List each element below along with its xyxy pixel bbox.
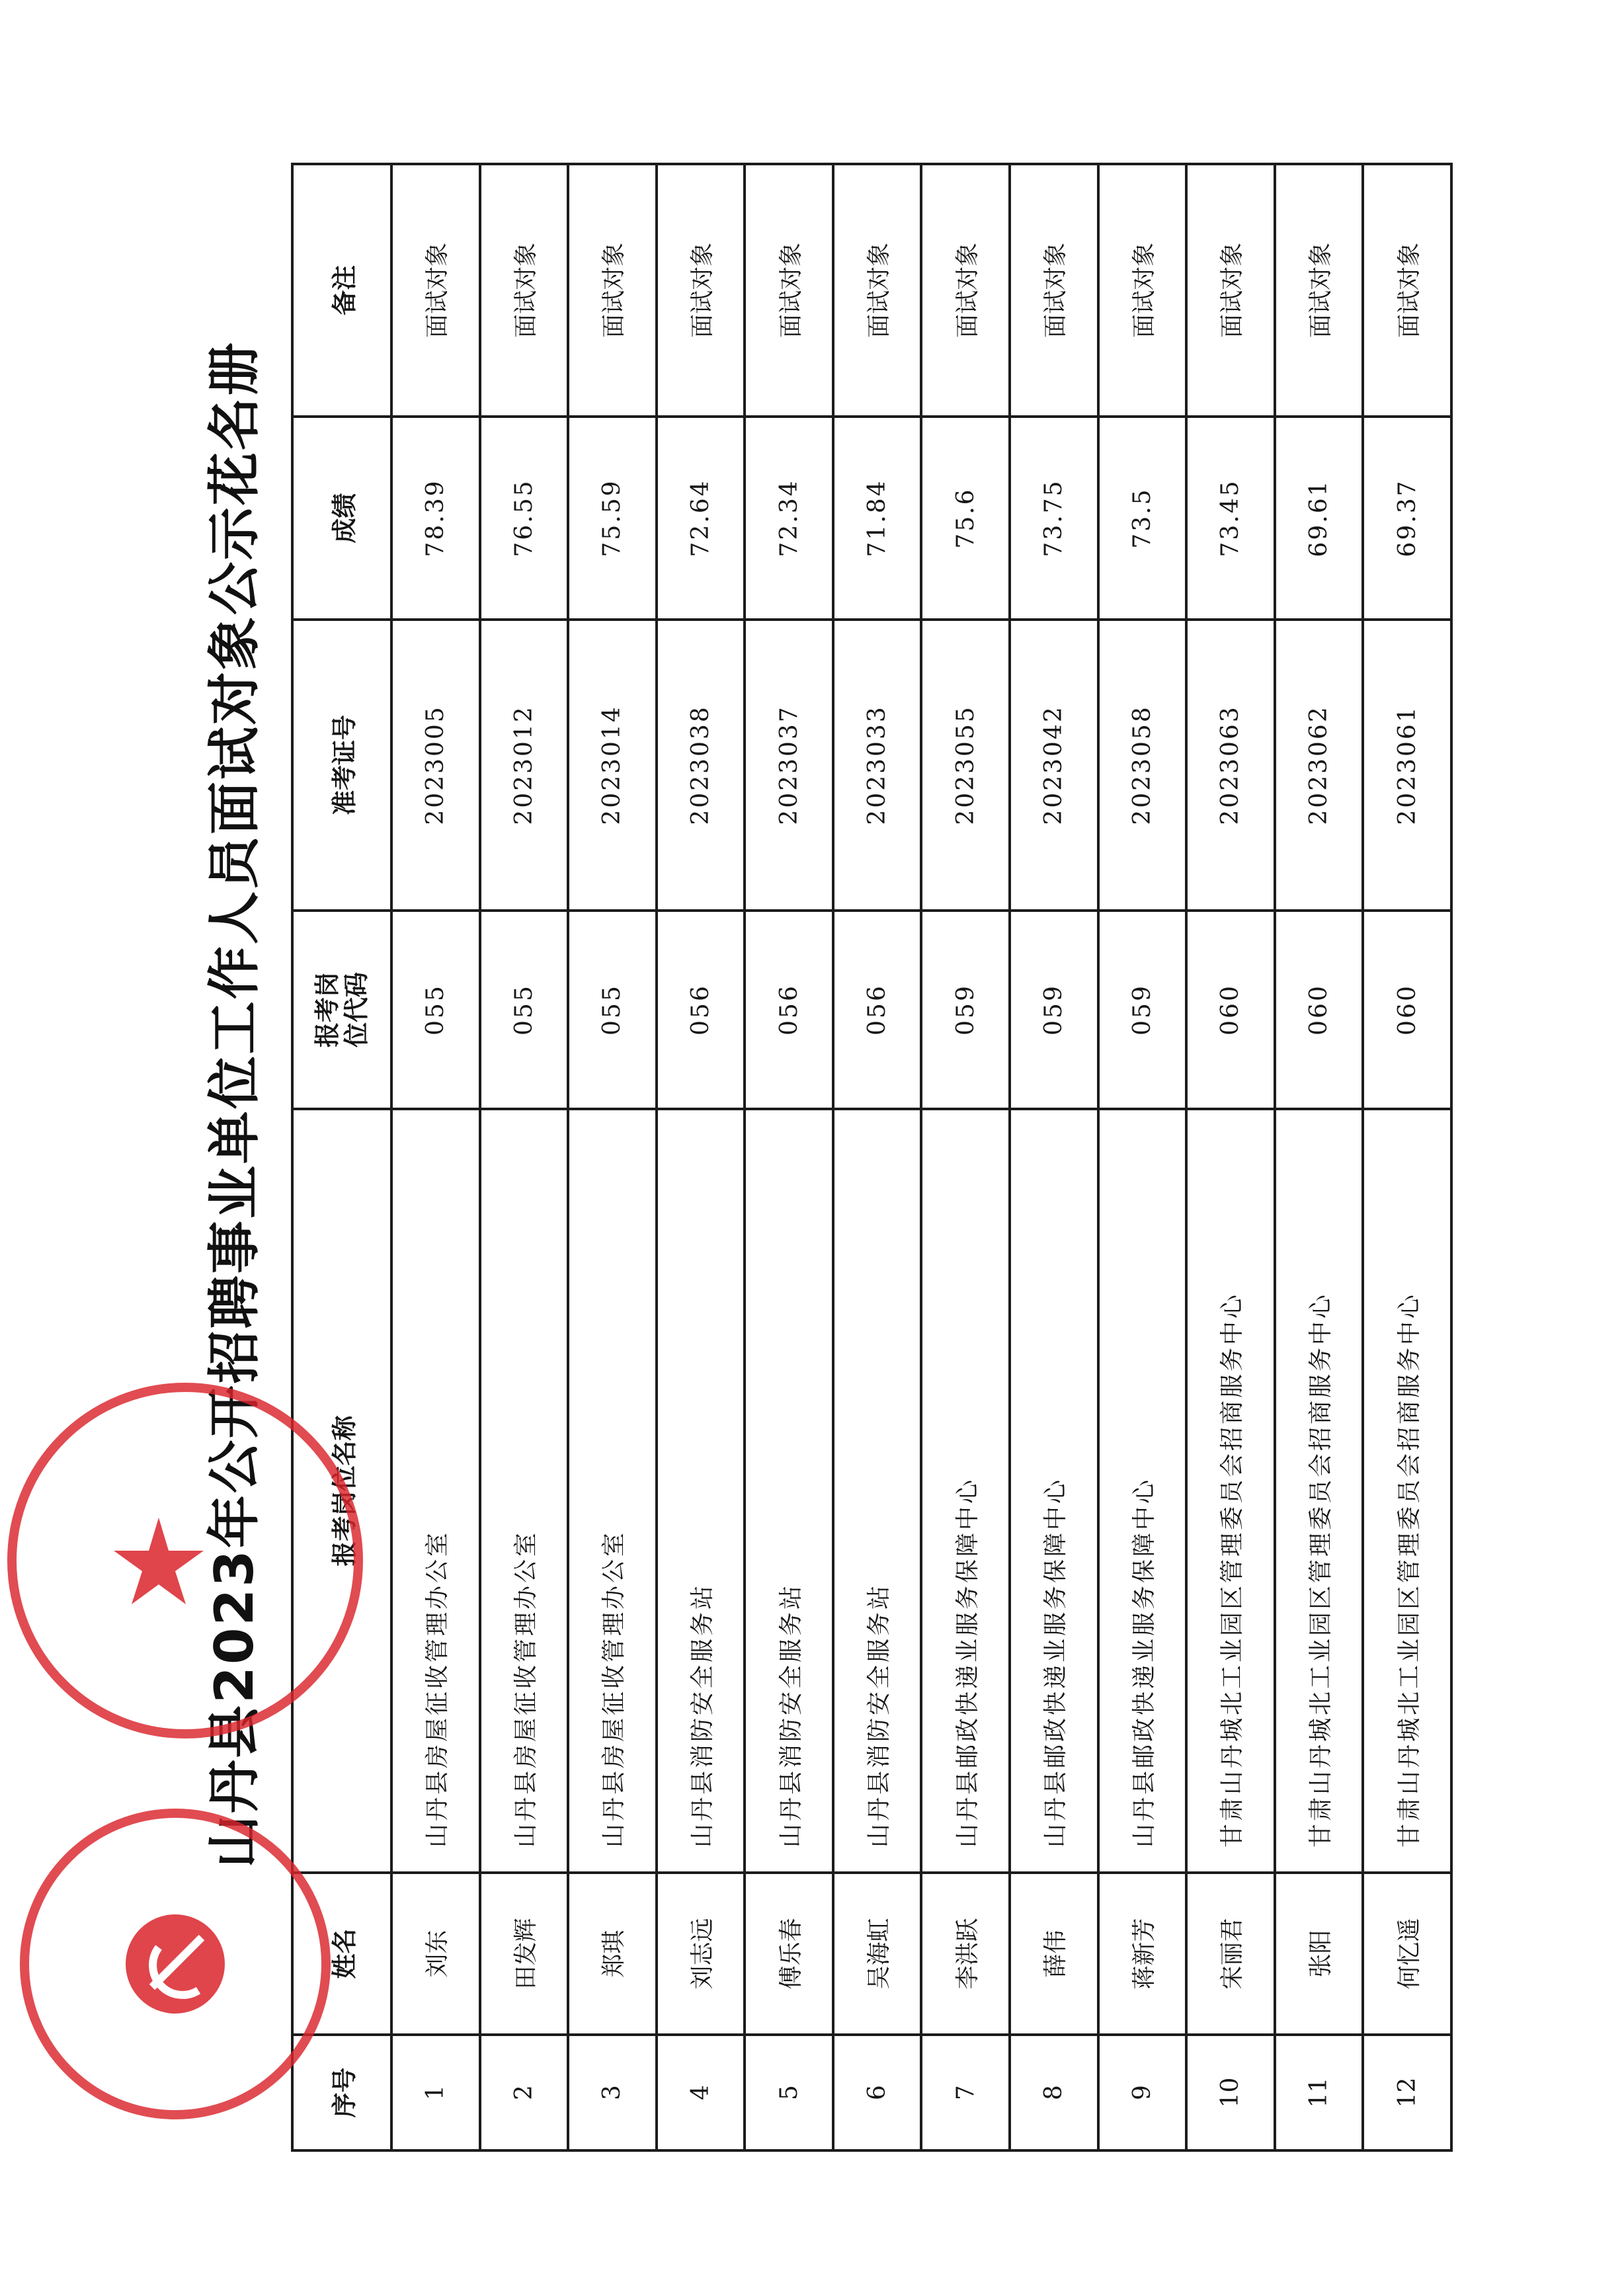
table-body <box>391 164 1451 2150</box>
header-position-name: 报考岗位名称 <box>292 1109 391 1873</box>
row-index: 2 <box>480 2035 569 2150</box>
header-position-code-line1: 报考岗 <box>313 972 342 1048</box>
table-row <box>391 164 480 2150</box>
row-remark: 面试对象 <box>1098 164 1187 417</box>
row-exam-id: 2023037 <box>745 620 833 911</box>
row-name: 吴海虹 <box>833 1873 922 2035</box>
table-row <box>1010 164 1098 2150</box>
row-score: 71.84 <box>833 417 922 620</box>
row-exam-id: 2023062 <box>1275 620 1363 911</box>
table-row <box>1186 164 1275 2150</box>
row-remark: 面试对象 <box>833 164 922 417</box>
row-remark: 面试对象 <box>391 164 480 417</box>
row-score: 75.59 <box>568 417 657 620</box>
header-index: 序号 <box>292 2035 391 2150</box>
row-remark: 面试对象 <box>921 164 1010 417</box>
row-name: 傅乐春 <box>745 1873 833 2035</box>
table-row <box>1275 164 1363 2150</box>
table-row <box>921 164 1010 2150</box>
row-remark: 面试对象 <box>480 164 569 417</box>
header-position-code-line2: 位代码 <box>342 972 371 1048</box>
row-score: 76.55 <box>480 417 569 620</box>
row-index: 8 <box>1010 2035 1098 2150</box>
header-position-code <box>292 911 391 1109</box>
row-position-code: 059 <box>921 911 1010 1109</box>
row-index: 6 <box>833 2035 922 2150</box>
row-index: 5 <box>745 2035 833 2150</box>
table-row <box>833 164 922 2150</box>
row-position-name: 甘肃山丹城北工业园区管理委员会招商服务中心 <box>1186 1109 1275 1873</box>
table-row <box>568 164 657 2150</box>
row-name: 何忆遥 <box>1363 1873 1451 2035</box>
row-exam-id: 2023042 <box>1010 620 1098 911</box>
row-exam-id: 2023005 <box>391 620 480 911</box>
header-name: 姓名 <box>292 1873 391 2035</box>
row-index: 10 <box>1186 2035 1275 2150</box>
row-remark: 面试对象 <box>1186 164 1275 417</box>
row-exam-id: 2023038 <box>657 620 745 911</box>
row-score: 75.6 <box>921 417 1010 620</box>
row-exam-id: 2023063 <box>1186 620 1275 911</box>
row-exam-id: 2023014 <box>568 620 657 911</box>
row-name: 蒋新芳 <box>1098 1873 1187 2035</box>
row-position-code: 060 <box>1186 911 1275 1109</box>
table-row <box>657 164 745 2150</box>
row-remark: 面试对象 <box>1010 164 1098 417</box>
row-position-code: 059 <box>1010 911 1098 1109</box>
row-position-name: 甘肃山丹城北工业园区管理委员会招商服务中心 <box>1275 1109 1363 1873</box>
row-index: 4 <box>657 2035 745 2150</box>
table-row <box>480 164 569 2150</box>
row-score: 73.45 <box>1186 417 1275 620</box>
table-row <box>1098 164 1187 2150</box>
row-position-name: 山丹县消防安全服务站 <box>833 1109 922 1873</box>
header-score: 成绩 <box>292 417 391 620</box>
row-remark: 面试对象 <box>1275 164 1363 417</box>
row-name: 刘东 <box>391 1873 480 2035</box>
table-row <box>745 164 833 2150</box>
table-row <box>1363 164 1451 2150</box>
row-position-name: 甘肃山丹城北工业园区管理委员会招商服务中心 <box>1363 1109 1451 1873</box>
row-position-code: 055 <box>480 911 569 1109</box>
document-title: 山丹县2023年公开招聘事业单位工作人员面试对象公示花名册 <box>204 341 265 1868</box>
row-score: 69.37 <box>1363 417 1451 620</box>
row-index: 7 <box>921 2035 1010 2150</box>
row-position-name: 山丹县房屋征收管理办公室 <box>480 1109 569 1873</box>
row-name: 郑琪 <box>568 1873 657 2035</box>
row-position-code: 055 <box>568 911 657 1109</box>
row-position-code: 060 <box>1363 911 1451 1109</box>
row-remark: 面试对象 <box>745 164 833 417</box>
row-position-code: 056 <box>745 911 833 1109</box>
row-name: 张阳 <box>1275 1873 1363 2035</box>
row-name: 宋丽君 <box>1186 1873 1275 2035</box>
row-exam-id: 2023033 <box>833 620 922 911</box>
row-name: 李洪跃 <box>921 1873 1010 2035</box>
row-position-code: 055 <box>391 911 480 1109</box>
row-remark: 面试对象 <box>568 164 657 417</box>
row-index: 1 <box>391 2035 480 2150</box>
row-exam-id: 2023058 <box>1098 620 1187 911</box>
row-name: 田发辉 <box>480 1873 569 2035</box>
row-score: 69.61 <box>1275 417 1363 620</box>
row-index: 11 <box>1275 2035 1363 2150</box>
row-index: 9 <box>1098 2035 1187 2150</box>
row-position-name: 山丹县邮政快递业服务保障中心 <box>1010 1109 1098 1873</box>
row-score: 73.75 <box>1010 417 1098 620</box>
table-header-row <box>292 164 391 2150</box>
row-exam-id: 2023012 <box>480 620 569 911</box>
row-remark: 面试对象 <box>1363 164 1451 417</box>
row-position-code: 059 <box>1098 911 1187 1109</box>
row-name: 薛伟 <box>1010 1873 1098 2035</box>
row-position-name: 山丹县房屋征收管理办公室 <box>391 1109 480 1873</box>
row-score: 78.39 <box>391 417 480 620</box>
row-position-name: 山丹县消防安全服务站 <box>745 1109 833 1873</box>
row-index: 3 <box>568 2035 657 2150</box>
row-score: 72.64 <box>657 417 745 620</box>
row-exam-id: 2023055 <box>921 620 1010 911</box>
row-position-name: 山丹县邮政快递业服务保障中心 <box>921 1109 1010 1873</box>
row-position-code: 056 <box>657 911 745 1109</box>
row-position-code: 060 <box>1275 911 1363 1109</box>
row-position-name: 山丹县房屋征收管理办公室 <box>568 1109 657 1873</box>
row-name: 刘志远 <box>657 1873 745 2035</box>
row-exam-id: 2023061 <box>1363 620 1451 911</box>
roster-table <box>291 163 1453 2152</box>
header-exam-id: 准考证号 <box>292 620 391 911</box>
row-position-name: 山丹县消防安全服务站 <box>657 1109 745 1873</box>
row-score: 72.34 <box>745 417 833 620</box>
row-position-name: 山丹县邮政快递业服务保障中心 <box>1098 1109 1187 1873</box>
row-remark: 面试对象 <box>657 164 745 417</box>
row-score: 73.5 <box>1098 417 1187 620</box>
row-index: 12 <box>1363 2035 1451 2150</box>
header-remark: 备注 <box>292 164 391 417</box>
row-position-code: 056 <box>833 911 922 1109</box>
